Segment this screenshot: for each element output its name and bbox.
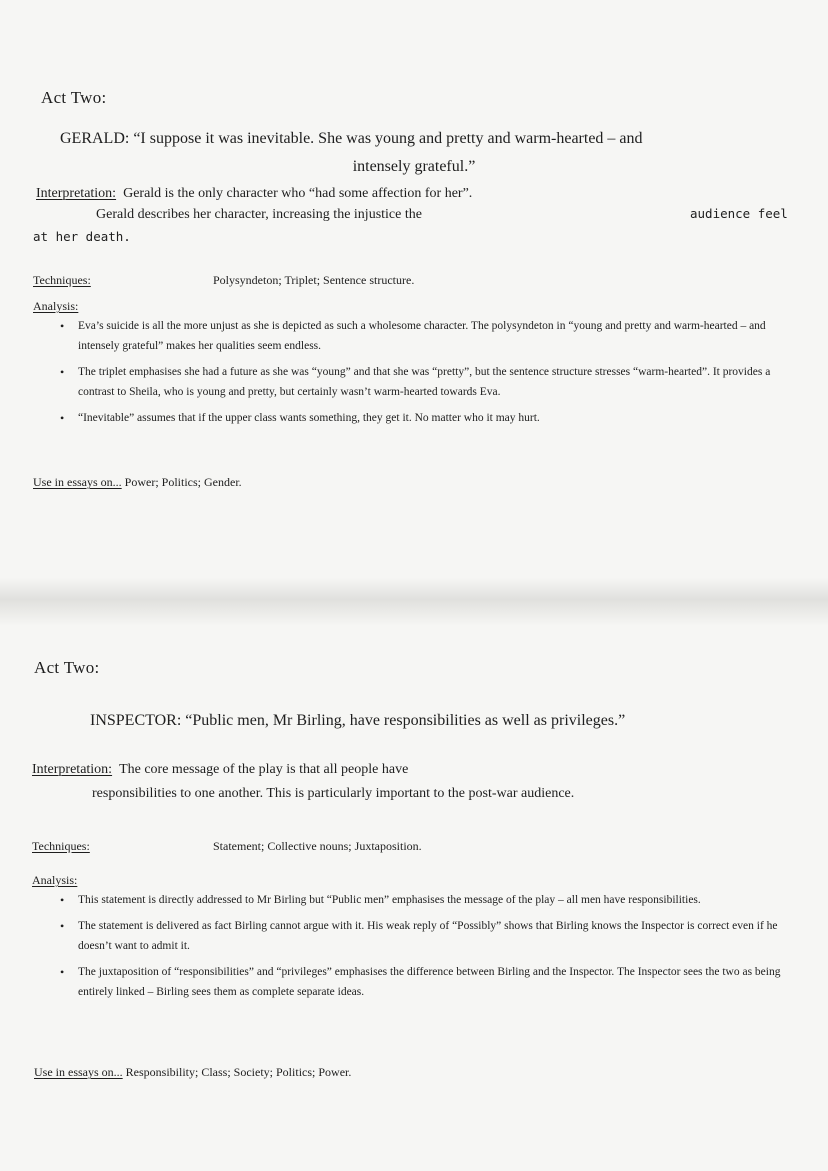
bullet-icon: • (60, 411, 65, 425)
interpretation-label: Interpretation: (36, 186, 117, 201)
list-item: • The statement is delivered as fact Birling cannot argue with it. His weak reply of “Possibly” shows that Birling knows the Inspector is correct even if he doesn’t want to admit it. (60, 916, 795, 956)
section2-analysis-label: Analysis: (32, 873, 78, 887)
section1-techniques-value: Polysyndeton; Triplet; Sentence structure. (213, 273, 415, 287)
interpretation-label: Interpretation: (32, 762, 113, 777)
section1-quote-line2: intensely grateful.” (352, 158, 476, 175)
section2-quote-line1: INSPECTOR: “Public men, Mr Birling, have responsibilities as well as privileges.” (90, 712, 626, 729)
list-item: • Eva’s suicide is all the more unjust as she is depicted as such a wholesome character. The polysyndeton in “young and pretty and warm-hearted – and intensely grateful” makes her qualities seem endless. (60, 316, 790, 356)
interpretation-text: Gerald is the only character who “had some affection for her”. (123, 186, 473, 201)
use-value: Responsibility; Class; Society; Politics; Power. (125, 1065, 352, 1079)
section2-interpretation-line2: responsibilities to one another. This is particularly important to the post-war audience. (92, 786, 575, 801)
section2-heading: Act Two: (34, 658, 100, 677)
section1-analysis-label: Analysis: (33, 299, 79, 313)
section2-interpretation (32, 762, 408, 778)
bullet-icon: • (60, 365, 65, 379)
list-item: • “Inevitable” assumes that if the upper class wants something, they get it. No matter who it may hurt. (60, 408, 790, 428)
section1-interpretation (36, 186, 472, 202)
use-label: Use in essays on... (34, 1065, 123, 1079)
scan-fold-shadow (0, 578, 828, 626)
section1-interpretation-line3: at her death. (33, 229, 131, 244)
list-item: • The juxtaposition of “responsibilities” and “privileges” emphasises the difference between Birling and the Inspector. The Inspector sees the two as being entirely linked – Birling sees them as complete separate ideas. (60, 962, 795, 1002)
section1-use-in-essays (33, 472, 242, 492)
section1-interpretation-line2-right: audience feel (690, 206, 788, 221)
section2-techniques-label: Techniques: (32, 839, 90, 853)
use-value: Power; Politics; Gender. (124, 475, 242, 489)
section1-heading: Act Two: (41, 88, 107, 107)
interpretation-text: The core message of the play is that all people have (119, 762, 409, 777)
section2-techniques-value: Statement; Collective nouns; Juxtaposition. (213, 839, 422, 853)
section1-quote-line1: GERALD: “I suppose it was inevitable. She was young and pretty and warm-hearted – and (60, 130, 643, 147)
list-item: • The triplet emphasises she had a future as she was “young” and that she was “pretty”, but the sentence structure stresses “warm-hearted”. It provides a contrast to Sheila, who is young and pretty, but certainly wasn’t warm-hearted towards Eva. (60, 362, 790, 402)
list-item: • This statement is directly addressed to Mr Birling but “Public men” emphasises the message of the play – all men have responsibilities. (60, 890, 795, 910)
section2-use-in-essays (34, 1062, 351, 1082)
section1-interpretation-line2: Gerald describes her character, increasing the injustice the (96, 207, 422, 222)
use-label: Use in essays on... (33, 475, 122, 489)
bullet-icon: • (60, 319, 65, 333)
section1-techniques-label: Techniques: (33, 273, 91, 287)
section1-analysis-list (60, 316, 790, 434)
bullet-icon: • (60, 893, 65, 907)
section2-analysis-list (60, 890, 795, 1008)
bullet-icon: • (60, 919, 65, 933)
bullet-icon: • (60, 965, 65, 979)
